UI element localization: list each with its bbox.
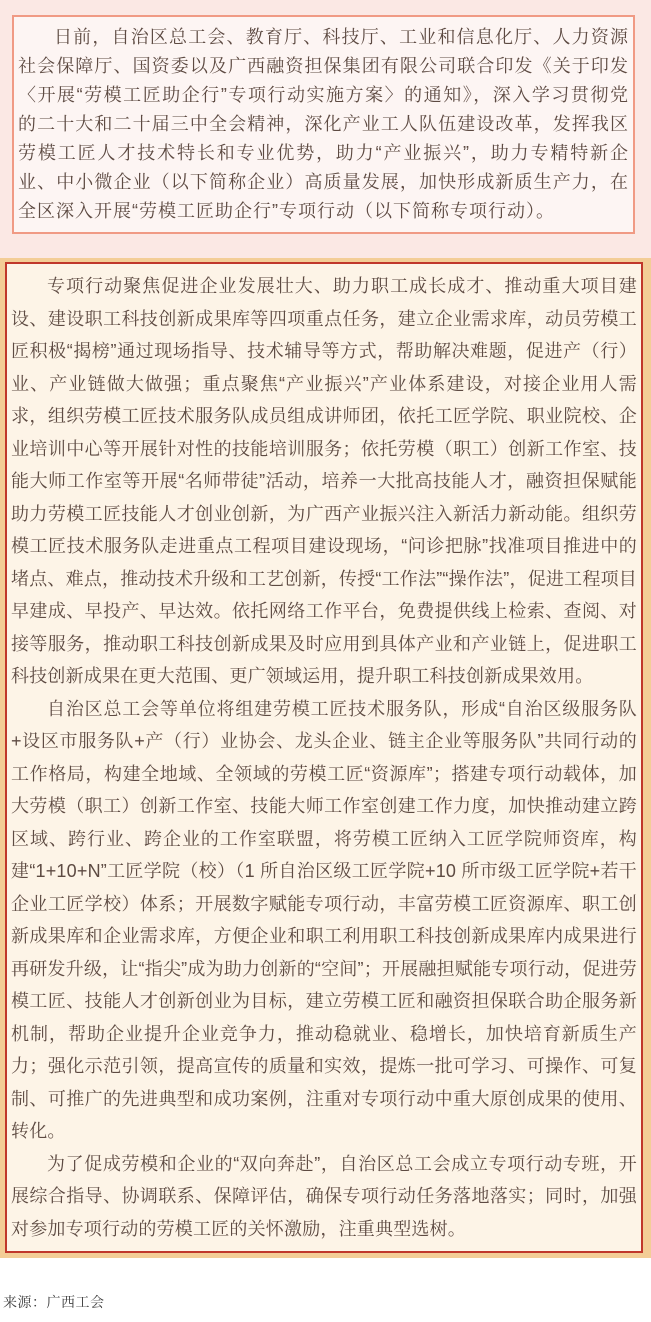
intro-paragraph: 日前，自治区总工会、教育厅、科技厅、工业和信息化厅、人力资源社会保障厅、国资委以及广西融资担保集团有限公司联合印发《关于印发〈开展“劳模工匠助企行”专项行动实施方案〉的通知》，深入学习贯彻党的二十大和二十届三中全会精神，深化产业工人队伍建设改革，发挥我区劳模工匠人才技术特长和专业优势，助力“产业振兴”，助力专精特新企业、中小微企业（以下简称企业）高质量发展，加快形成新质生产力，在全区深入开展“劳模工匠助企行”专项行动（以下简称专项行动）。 <box>18 27 629 221</box>
detail-box <box>5 262 643 1253</box>
detail-paragraph-tasks: 专项行动聚焦促进企业发展壮大、助力职工成长成才、推动重大项目建设、建设职工科技创新成果库等四项重点任务，建立企业需求库，动员劳模工匠积极“揭榜”通过现场指导、技术辅导等方式，帮助解决难题，促进产（行）业、产业链做大做强；重点聚焦“产业振兴”产业体系建设，对接企业用人需求，组织劳模工匠技术服务队成员组成讲师团，依托工匠学院、职业院校、企业培训中心等开展针对性的技能培训服务；依托劳模（职工）创新工作室、技能大师工作室等开展“名师带徒”活动，培养一大批高技能人才，融资担保赋能助力劳模工匠技能人才创业创新，为广西产业振兴注入新活力新动能。组织劳模工匠技术服务队走进重点工程项目建设现场，“问诊把脉”找准项目推进中的堵点、难点，推动技术升级和工艺创新，传授“工作法”“操作法”，促进工程项目早建成、早投产、早达效。依托网络工作平台，免费提供线上检索、查阅、对接等服务，推动职工科技创新成果及时应用到具体产业和产业链上，促进职工科技创新成果在更大范围、更广领域运用，提升职工科技创新成果效用。 <box>11 276 637 686</box>
detail-paragraph-service-teams: 自治区总工会等单位将组建劳模工匠技术服务队，形成“自治区级服务队+设区市服务队+产（行）业协会、龙头企业、链主企业等服务队”共同行动的工作格局，构建全地域、全领域的劳模工匠“资源库”；搭建专项行动载体，加大劳模（职工）创新工作室、技能大师工作室创建工作力度，加快推动建立跨区域、跨行业、跨企业的工作室联盟，将劳模工匠纳入工匠学院师资库，构建“1+10+N”工匠学院（校）（1 所自治区级工匠学院+10 所市级工匠学院+若干企业工匠学校）体系；开展数字赋能专项行动，丰富劳模工匠资源库、职工创新成果库和企业需求库，方便企业和职工利用职工科技创新成果库内成果进行再研发升级，让“指尖”成为助力创新的“空间”；开展融担赋能专项行动，促进劳模工匠、技能人才创新创业为目标，建立劳模工匠和融资担保联合助企服务新机制，帮助企业提升企业竞争力，推动稳就业、稳增长，加快培育新质生产力；强化示范引领，提高宣传的质量和实效，提炼一批可学习、可操作、可复制、可推广的先进典型和成功案例，注重对专项行动中重大原创成果的使用、转化。 <box>11 698 637 1141</box>
source-label: 来源：广西工会 <box>3 1294 105 1310</box>
source-line <box>3 1292 651 1312</box>
detail-box-frame <box>0 258 651 1258</box>
detail-paragraph-special-team: 为了促成劳模和企业的“双向奔赴”，自治区总工会成立专项行动专班，开展综合指导、协调联系、保障评估，确保专项行动任务落地落实；同时，加强对参加专项行动的劳模工匠的关怀激励，注重典型选树。 <box>11 1153 637 1239</box>
intro-box <box>12 15 635 234</box>
article-page <box>0 15 651 1322</box>
